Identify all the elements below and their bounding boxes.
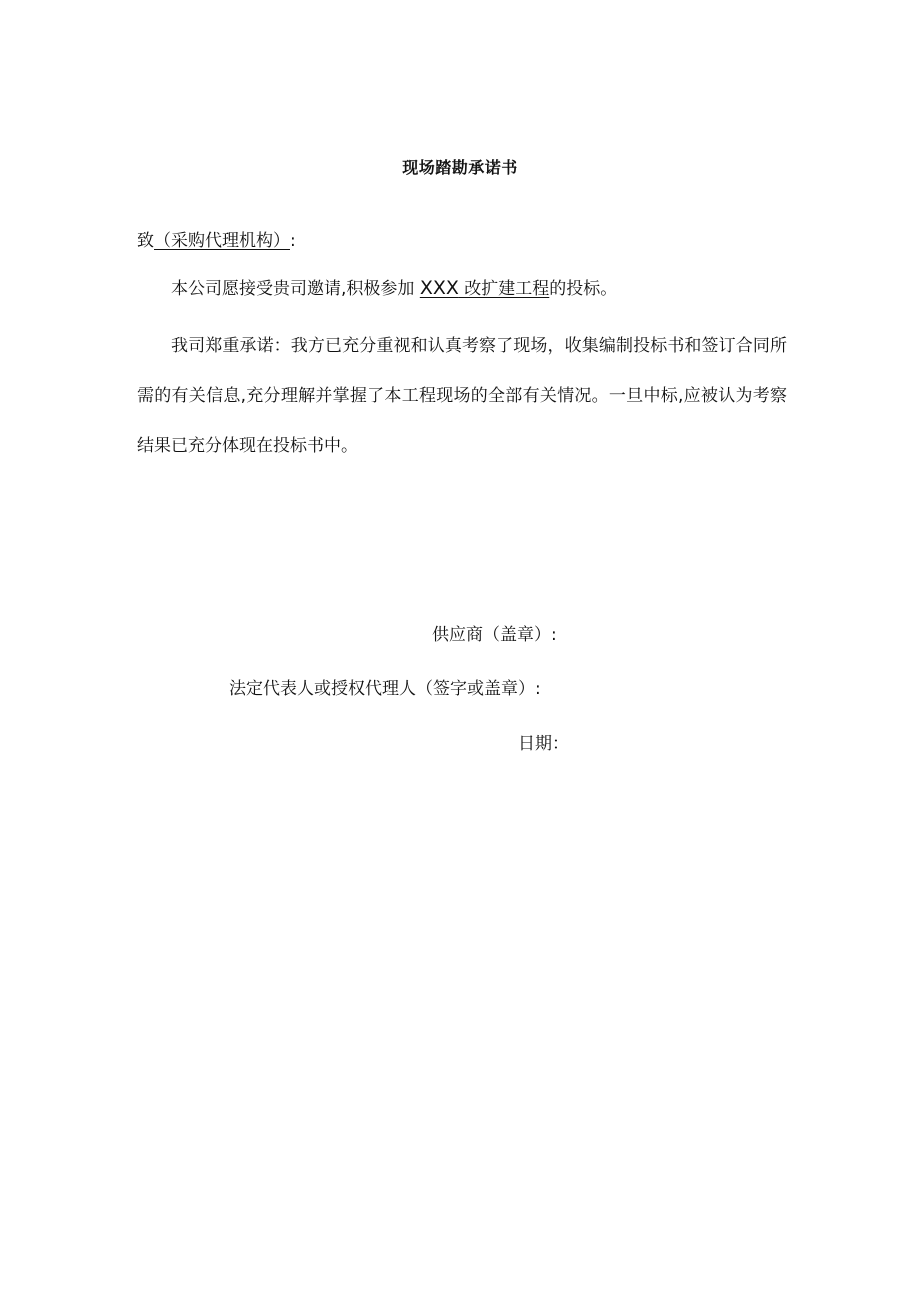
project-name <box>420 279 549 299</box>
invitation-text-end: 的投标。 <box>549 279 618 299</box>
date-label: 日期： <box>518 734 569 754</box>
invitation-text-start: 本公司愿接受贵司邀请,积极参加 <box>171 279 420 299</box>
commitment-paragraph: 我司郑重承诺：我方已充分重视和认真考察了现场，收集编制投标书和签订合同所需的有关信息,充分理解并掌握了本工程现场的全部有关情况。一旦中标,应被认为考察结果已充分体现在投标书中。 <box>137 336 787 456</box>
document-title: 现场踏勘承诺书 <box>402 158 518 177</box>
addressee-target: （采购代理机构） <box>154 231 290 251</box>
project-title: 改扩建工程 <box>458 279 550 299</box>
representative-signature-label: 法定代表人或授权代理人（签字或盖章）: <box>229 679 541 699</box>
project-code: XXX <box>419 277 459 299</box>
invitation-paragraph <box>137 274 787 299</box>
addressee-prefix: 致 <box>137 231 154 251</box>
supplier-seal-label: 供应商（盖章）: <box>432 625 557 645</box>
addressee-suffix: : <box>290 231 296 251</box>
addressee-line <box>137 226 296 251</box>
